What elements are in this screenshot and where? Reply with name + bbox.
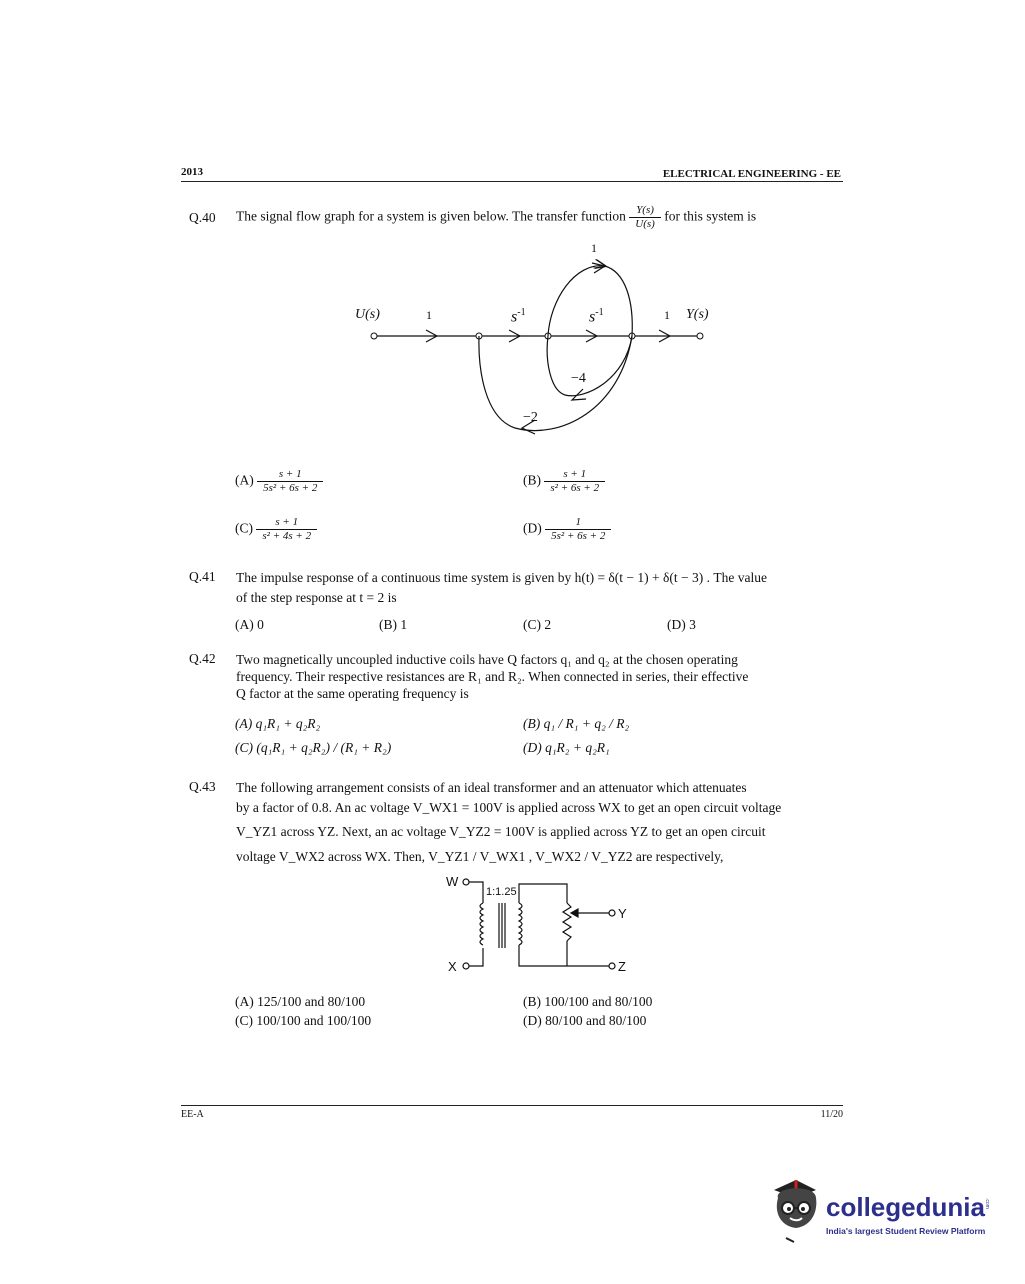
q40-option-a[interactable]: (A) $\frac{s + 1}{\text{5s² + 6s + 2}}$	[235, 468, 323, 495]
q41-number: Q.41	[189, 569, 216, 584]
q42-option-a[interactable]: (A) q₁R₁ + q₂R₂	[235, 716, 321, 731]
gain-minus2: −2	[523, 410, 538, 425]
q43-number: Q.43	[189, 779, 216, 794]
gain-minus4: −4	[571, 371, 586, 386]
q43-option-b[interactable]: (B) 100/100 and 80/100	[523, 994, 653, 1009]
q42-line2: frequency. Their respective resistances are R₁ and R₂. When connected in series, their effective	[236, 669, 749, 684]
q43-line4: voltage V_WX2 across WX. Then, V_YZ1 / V_WX1 , V_WX2 / V_YZ2 are respectively,	[236, 849, 724, 864]
q41-line2: of the step response at t = 2 is	[236, 590, 397, 605]
q40-option-b[interactable]: (B) $\frac{s + 1}{\text{s² + 6s + 2}}$	[523, 468, 605, 495]
logo-tagline: India's largest Student Review Platform	[826, 1226, 986, 1236]
terminal-z: Z	[618, 959, 626, 974]
q41-option-b[interactable]: (B) 1	[379, 617, 408, 632]
q42-option-d[interactable]: (D) q₁R₂ + q₂R₁	[523, 740, 610, 755]
q42-line3: Q factor at the same operating frequency is	[236, 686, 469, 701]
gain-input: 1	[426, 308, 432, 322]
gain-output: 1	[664, 308, 670, 322]
footer-rule	[181, 1105, 843, 1106]
q43-option-d[interactable]: (D) 80/100 and 80/100	[523, 1013, 647, 1028]
gain-s1a: $s^{-1}$	[511, 307, 526, 326]
q41-line1: The impulse response of a continuous time system is given by h(t) = δ(t − 1) + δ(t − 3) . The value	[236, 570, 767, 585]
q42-option-c[interactable]: (C) (q₁R₁ + q₂R₂) / (R₁ + R₂)	[235, 740, 392, 755]
gain-s1b: $s^{-1}$	[589, 307, 604, 326]
logo-name: collegedunia	[826, 1192, 985, 1222]
q43-option-a[interactable]: (A) 125/100 and 80/100	[235, 994, 366, 1009]
page-number: 11/20	[820, 1109, 843, 1120]
q40-number: Q.40	[189, 210, 216, 225]
terminal-w: W	[446, 874, 459, 889]
q43-line3: V_YZ1 across YZ. Next, an ac voltage V_YZ2 = 100V is applied across YZ to get an open circuit	[236, 824, 766, 839]
terminal-y: Y	[618, 906, 627, 921]
turns-ratio: 1:1.25	[486, 886, 517, 898]
paper-code: EE-A	[181, 1109, 204, 1120]
mascot-icon	[766, 1176, 826, 1246]
q42-option-b[interactable]: (B) q₁ / R₁ + q₂ / R₂	[523, 716, 630, 731]
logo-com: .com	[984, 1198, 990, 1209]
terminal-x: X	[448, 959, 457, 974]
gain-top: 1	[591, 241, 597, 255]
q40-tf-den: U(s)	[629, 217, 661, 231]
q41-option-a[interactable]: (A) 0	[235, 617, 264, 632]
q41-option-d[interactable]: (D) 3	[667, 617, 696, 632]
q41-option-c[interactable]: (C) 2	[523, 617, 552, 632]
q42-number: Q.42	[189, 651, 216, 666]
q40-option-c[interactable]: (C) $\frac{s + 1}{\text{s² + 4s + 2}}$	[235, 516, 317, 543]
q40-tf-num: Y(s)	[636, 204, 654, 216]
q43-option-c[interactable]: (C) 100/100 and 100/100	[235, 1013, 372, 1028]
q43-line2: by a factor of 0.8. An ac voltage V_WX1 = 100V is applied across WX to get an open circuit voltage	[236, 800, 782, 815]
label-output: Y(s)	[686, 307, 709, 322]
q40-text-after: for this system is	[664, 208, 757, 224]
exam-year: 2013	[181, 166, 203, 178]
q43-line1: The following arrangement consists of an ideal transformer and an attenuator which attenuates	[236, 780, 747, 795]
q40-option-d[interactable]: (D) $\frac{1}{\text{5s² + 6s + 2}}$	[523, 516, 611, 543]
q42-line1: Two magnetically uncoupled inductive coils have Q factors q₁ and q₂ at the chosen operating	[236, 652, 738, 667]
q40-text-before: The signal flow graph for a system is given below. The transfer function	[236, 208, 626, 224]
label-input: U(s)	[355, 307, 380, 322]
paper-title: ELECTRICAL ENGINEERING - EE	[662, 168, 841, 180]
